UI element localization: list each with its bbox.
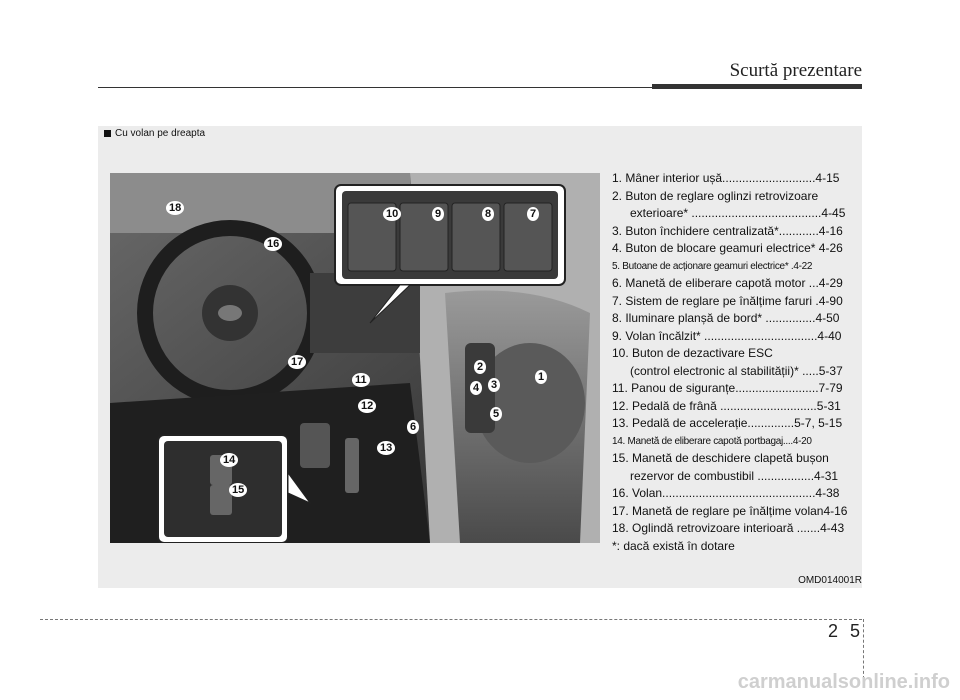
legend-item: 11. Panou de siguranțe.........................7-79 bbox=[612, 381, 843, 395]
watermark: carmanualsonline.info bbox=[737, 671, 950, 693]
callout-number: 3 bbox=[488, 378, 500, 392]
legend-item: 2. Buton de reglare oglinzi retrovizoare bbox=[612, 188, 819, 203]
legend-item: 10. Buton de dezactivare ESC bbox=[612, 346, 773, 360]
legend-item: 5. Butoane de acționare geamuri electrice* .4-22 bbox=[612, 260, 813, 272]
callout-number: 4 bbox=[470, 381, 482, 395]
callout-number: 8 bbox=[482, 207, 494, 221]
section-label bbox=[104, 128, 205, 139]
legend-list bbox=[612, 170, 860, 555]
section-label-text: Cu volan pe dreapta bbox=[115, 128, 206, 139]
footer-vertical-rule bbox=[863, 619, 864, 679]
page-number bbox=[828, 621, 862, 642]
square-bullet-icon bbox=[104, 130, 111, 137]
legend-item: 1. Mâner interior ușă............................4-15 bbox=[612, 171, 840, 185]
legend-item: 17. Manetă de reglare pe înălțime volan4-16 bbox=[612, 503, 848, 518]
callout-number: 17 bbox=[288, 355, 306, 369]
legend-item: 8. Iluminare planșă de bord* ...............4-50 bbox=[612, 311, 840, 325]
footer-rule bbox=[40, 619, 862, 620]
legend-item: 6. Manetă de eliberare capotă motor ...4-29 bbox=[612, 276, 843, 290]
legend-item: 4. Buton de blocare geamuri electrice* 4-26 bbox=[612, 241, 843, 255]
legend-item-continuation: exterioare* .......................................4-45 bbox=[630, 206, 846, 220]
legend-item: *: dacă există în dotare bbox=[612, 538, 735, 553]
legend-item: 13. Pedală de accelerație..............5-7, 5-15 bbox=[612, 416, 843, 430]
interior-photo bbox=[110, 173, 600, 543]
callout-number: 11 bbox=[352, 373, 370, 387]
callout-number: 18 bbox=[166, 201, 184, 215]
legend-item: 7. Sistem de reglare pe înălțime faruri .4-90 bbox=[612, 293, 843, 308]
callout-number: 7 bbox=[527, 207, 539, 221]
callout-number: 6 bbox=[407, 420, 419, 434]
callout-number: 15 bbox=[229, 483, 247, 497]
legend-item-continuation: (control electronic al stabilității)* .....5-37 bbox=[630, 363, 843, 378]
legend-item: 3. Buton închidere centralizată*............4-16 bbox=[612, 223, 843, 238]
callout-number: 12 bbox=[358, 399, 376, 413]
chapter-number: 2 bbox=[828, 621, 841, 641]
legend-item: 18. Oglindă retrovizoare interioară .......4-43 bbox=[612, 521, 845, 535]
legend-item-continuation: rezervor de combustibil .................4-31 bbox=[630, 468, 839, 483]
callout-number: 14 bbox=[220, 453, 238, 467]
legend-item: 16. Volan..............................................4-38 bbox=[612, 486, 840, 500]
legend-item: 15. Manetă de deschidere clapetă bușon bbox=[612, 451, 829, 465]
callout-number: 5 bbox=[490, 407, 502, 421]
legend-item: 9. Volan încălzit* ..................................4-40 bbox=[612, 328, 842, 343]
header-rule-accent bbox=[652, 84, 862, 89]
callout-number: 13 bbox=[377, 441, 395, 455]
callout-number: 1 bbox=[535, 370, 547, 384]
legend-item: 12. Pedală de frână .............................5-31 bbox=[612, 398, 841, 413]
legend-item: 14. Manetă de eliberare capotă portbagaj....4-20 bbox=[612, 435, 812, 447]
callout-number: 2 bbox=[474, 360, 486, 374]
callout-number: 10 bbox=[383, 207, 401, 221]
callout-number: 16 bbox=[264, 237, 282, 251]
callout-number: 9 bbox=[432, 207, 444, 221]
page-number-value: 5 bbox=[850, 621, 863, 641]
page-header-title: Scurtă prezentare bbox=[729, 60, 862, 81]
figure-code: OMD014001R bbox=[798, 575, 862, 586]
